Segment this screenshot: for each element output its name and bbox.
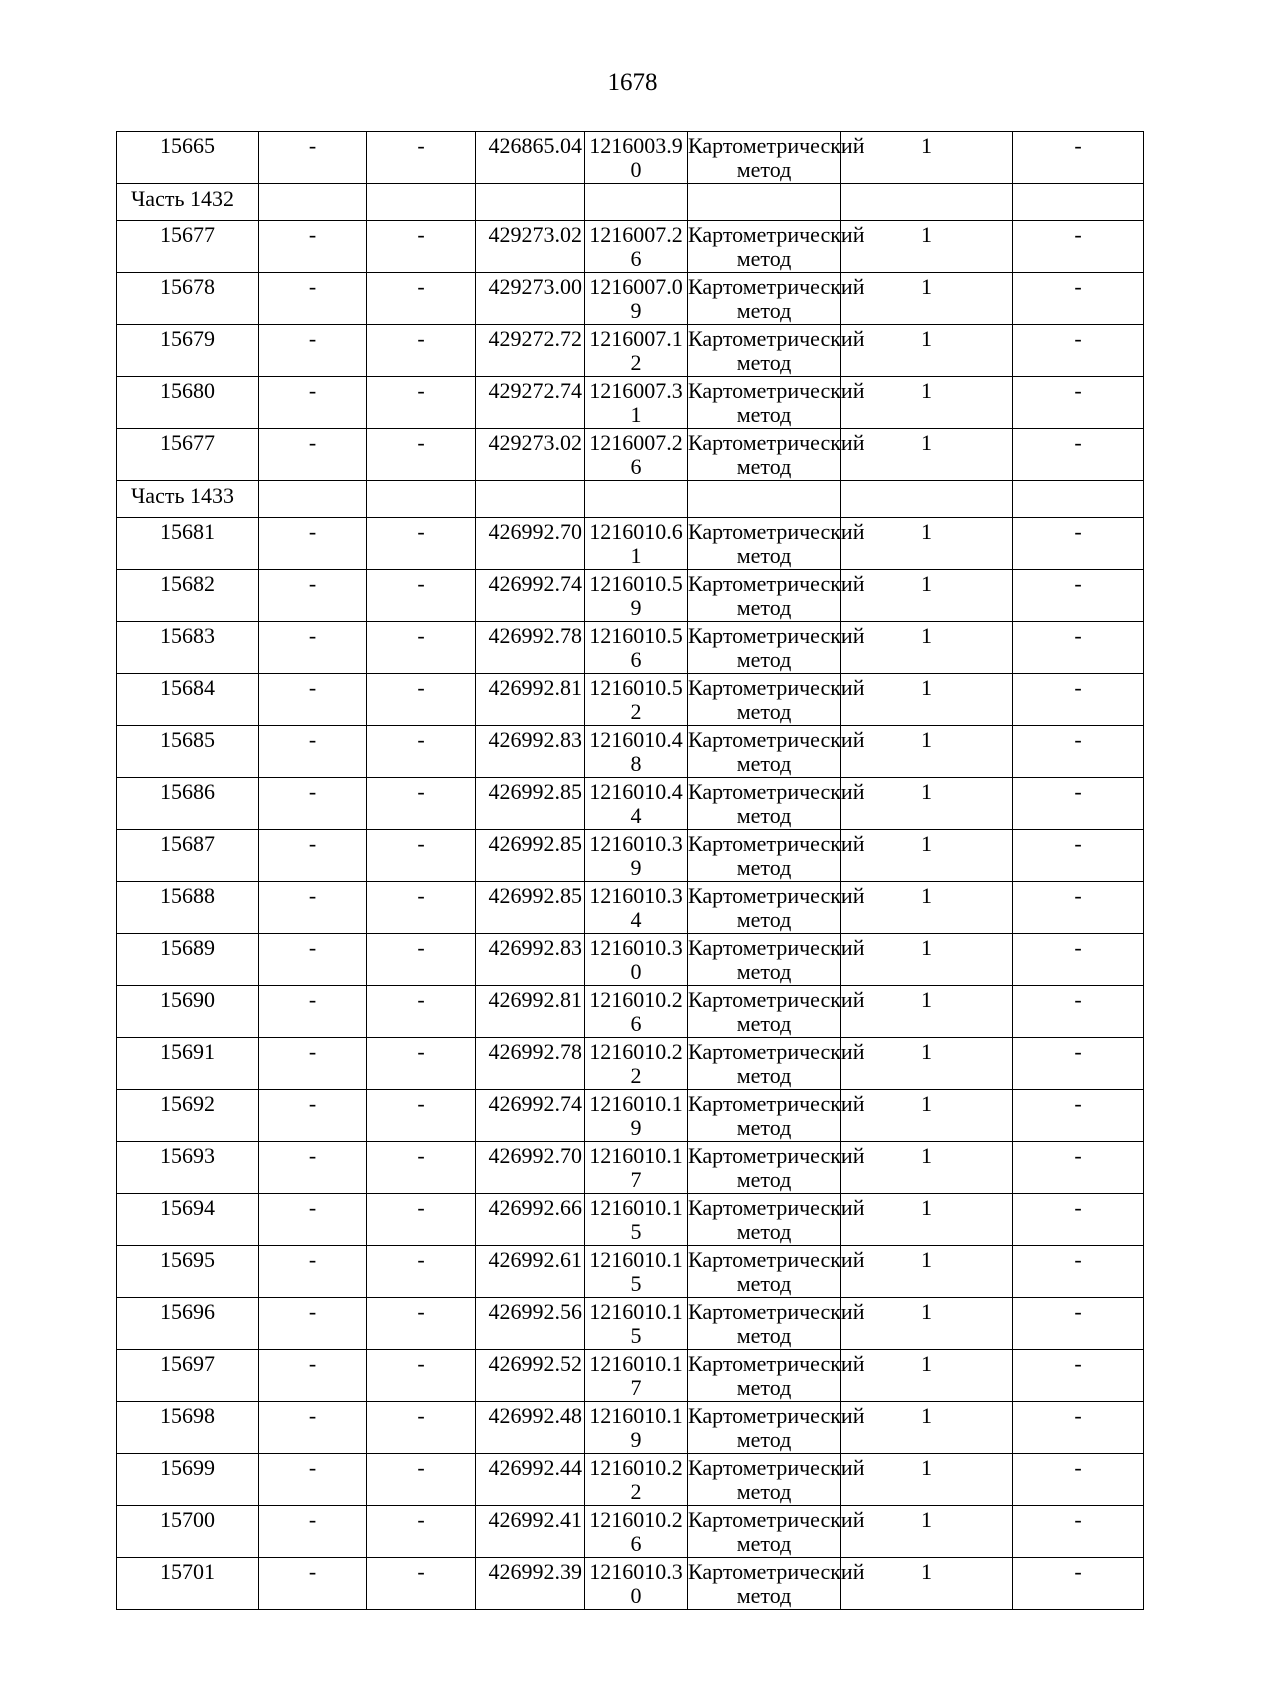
dash-cell: - <box>1013 1246 1144 1298</box>
accuracy-cell: 1 <box>841 429 1013 481</box>
y-coordinate-cell: 1216010.61 <box>585 518 688 570</box>
table-row <box>117 1194 1144 1246</box>
dash-cell: - <box>259 429 367 481</box>
dash-cell: - <box>1013 570 1144 622</box>
table-row <box>117 674 1144 726</box>
x-coordinate-cell: 426992.56 <box>476 1298 585 1350</box>
point-id-cell: 15682 <box>117 570 259 622</box>
empty-cell <box>841 481 1013 518</box>
dash-cell: - <box>259 830 367 882</box>
accuracy-cell: 1 <box>841 377 1013 429</box>
method-cell: Картометрический метод <box>688 430 865 479</box>
table-row <box>117 622 1144 674</box>
table-row <box>117 1090 1144 1142</box>
dash-cell: - <box>367 830 476 882</box>
dash-cell: - <box>1013 622 1144 674</box>
dash-cell: - <box>367 221 476 273</box>
dash-cell: - <box>259 518 367 570</box>
accuracy-cell: 1 <box>841 1298 1013 1350</box>
x-coordinate-cell: 426992.83 <box>476 934 585 986</box>
x-coordinate-cell: 426992.48 <box>476 1402 585 1454</box>
empty-cell <box>367 184 476 221</box>
x-coordinate-cell: 426992.41 <box>476 1506 585 1558</box>
x-coordinate-cell: 426992.61 <box>476 1246 585 1298</box>
table-row <box>117 132 1144 184</box>
method-cell: Картометрический метод <box>688 326 865 375</box>
dash-cell: - <box>259 1038 367 1090</box>
dash-cell: - <box>1013 882 1144 934</box>
empty-cell <box>367 481 476 518</box>
method-cell: Картометрический метод <box>688 935 865 984</box>
method-cell: Картометрический метод <box>688 831 865 880</box>
accuracy-cell: 1 <box>841 1402 1013 1454</box>
x-coordinate-cell: 426992.85 <box>476 778 585 830</box>
method-cell: Картометрический метод <box>688 987 865 1036</box>
dash-cell: - <box>1013 377 1144 429</box>
dash-cell: - <box>367 325 476 377</box>
table-row <box>117 325 1144 377</box>
accuracy-cell: 1 <box>841 1506 1013 1558</box>
empty-cell <box>688 481 841 518</box>
method-cell: Картометрический метод <box>688 1195 865 1244</box>
accuracy-cell: 1 <box>841 674 1013 726</box>
x-coordinate-cell: 426992.78 <box>476 622 585 674</box>
dash-cell: - <box>259 221 367 273</box>
dash-cell: - <box>367 1558 476 1610</box>
point-id-cell: 15683 <box>117 622 259 674</box>
x-coordinate-cell: 426992.81 <box>476 674 585 726</box>
dash-cell: - <box>259 132 367 184</box>
table-row <box>117 1350 1144 1402</box>
y-coordinate-cell: 1216010.48 <box>585 726 688 778</box>
table-row <box>117 1558 1144 1610</box>
dash-cell: - <box>367 882 476 934</box>
dash-cell: - <box>259 1194 367 1246</box>
accuracy-cell: 1 <box>841 1142 1013 1194</box>
method-cell: Картометрический метод <box>688 1507 865 1556</box>
dash-cell: - <box>1013 1090 1144 1142</box>
dash-cell: - <box>259 1506 367 1558</box>
dash-cell: - <box>1013 726 1144 778</box>
method-cell: Картометрический метод <box>688 1455 865 1504</box>
part-header-row <box>117 481 1144 518</box>
table-row <box>117 518 1144 570</box>
table-row <box>117 1506 1144 1558</box>
point-id-cell: 15700 <box>117 1506 259 1558</box>
x-coordinate-cell: 429273.02 <box>476 429 585 481</box>
accuracy-cell: 1 <box>841 1454 1013 1506</box>
dash-cell: - <box>1013 986 1144 1038</box>
point-id-cell: 15687 <box>117 830 259 882</box>
method-cell: Картометрический метод <box>688 1247 865 1296</box>
method-cell: Картометрический метод <box>688 222 865 271</box>
dash-cell: - <box>367 622 476 674</box>
dash-cell: - <box>1013 778 1144 830</box>
dash-cell: - <box>367 518 476 570</box>
table-row <box>117 1142 1144 1194</box>
dash-cell: - <box>1013 934 1144 986</box>
dash-cell: - <box>259 934 367 986</box>
dash-cell: - <box>367 1506 476 1558</box>
page-number: 1678 <box>607 69 658 96</box>
point-id-cell: 15696 <box>117 1298 259 1350</box>
y-coordinate-cell: 1216010.19 <box>585 1090 688 1142</box>
dash-cell: - <box>367 1402 476 1454</box>
y-coordinate-cell: 1216010.17 <box>585 1350 688 1402</box>
accuracy-cell: 1 <box>841 273 1013 325</box>
y-coordinate-cell: 1216010.26 <box>585 1506 688 1558</box>
table-row <box>117 1246 1144 1298</box>
empty-cell <box>585 481 688 518</box>
y-coordinate-cell: 1216010.39 <box>585 830 688 882</box>
empty-cell <box>688 184 841 221</box>
x-coordinate-cell: 426992.85 <box>476 830 585 882</box>
dash-cell: - <box>259 273 367 325</box>
method-cell: Картометрический метод <box>688 883 865 932</box>
point-id-cell: 15688 <box>117 882 259 934</box>
point-id-cell: 15677 <box>117 429 259 481</box>
table-row <box>117 429 1144 481</box>
y-coordinate-cell: 1216010.15 <box>585 1246 688 1298</box>
accuracy-cell: 1 <box>841 1194 1013 1246</box>
x-coordinate-cell: 426865.04 <box>476 132 585 184</box>
dash-cell: - <box>1013 1142 1144 1194</box>
method-cell: Картометрический метод <box>688 133 865 182</box>
method-cell: Картометрический метод <box>688 1039 865 1088</box>
table-row <box>117 1038 1144 1090</box>
dash-cell: - <box>367 1142 476 1194</box>
point-id-cell: 15695 <box>117 1246 259 1298</box>
coordinates-table <box>116 131 1144 1610</box>
y-coordinate-cell: 1216010.30 <box>585 1558 688 1610</box>
x-coordinate-cell: 426992.39 <box>476 1558 585 1610</box>
y-coordinate-cell: 1216010.56 <box>585 622 688 674</box>
point-id-cell: 15665 <box>117 132 259 184</box>
dash-cell: - <box>259 1246 367 1298</box>
point-id-cell: 15681 <box>117 518 259 570</box>
dash-cell: - <box>259 986 367 1038</box>
x-coordinate-cell: 426992.85 <box>476 882 585 934</box>
point-id-cell: 15701 <box>117 1558 259 1610</box>
dash-cell: - <box>367 1298 476 1350</box>
accuracy-cell: 1 <box>841 221 1013 273</box>
table-row <box>117 882 1144 934</box>
dash-cell: - <box>259 325 367 377</box>
accuracy-cell: 1 <box>841 726 1013 778</box>
dash-cell: - <box>367 1454 476 1506</box>
empty-cell <box>1013 184 1144 221</box>
x-coordinate-cell: 429273.00 <box>476 273 585 325</box>
dash-cell: - <box>367 273 476 325</box>
y-coordinate-cell: 1216007.26 <box>585 221 688 273</box>
accuracy-cell: 1 <box>841 132 1013 184</box>
x-coordinate-cell: 426992.81 <box>476 986 585 1038</box>
table-row <box>117 570 1144 622</box>
empty-cell <box>1013 481 1144 518</box>
dash-cell: - <box>367 132 476 184</box>
table-row <box>117 1298 1144 1350</box>
y-coordinate-cell: 1216010.34 <box>585 882 688 934</box>
y-coordinate-cell: 1216007.09 <box>585 273 688 325</box>
dash-cell: - <box>259 1454 367 1506</box>
x-coordinate-cell: 426992.70 <box>476 1142 585 1194</box>
x-coordinate-cell: 426992.74 <box>476 1090 585 1142</box>
y-coordinate-cell: 1216007.26 <box>585 429 688 481</box>
method-cell: Картометрический метод <box>688 1403 865 1452</box>
method-cell: Картометрический метод <box>688 1143 865 1192</box>
dash-cell: - <box>367 1194 476 1246</box>
dash-cell: - <box>367 1038 476 1090</box>
empty-cell <box>476 481 585 518</box>
table-row <box>117 221 1144 273</box>
y-coordinate-cell: 1216010.17 <box>585 1142 688 1194</box>
point-id-cell: 15697 <box>117 1350 259 1402</box>
y-coordinate-cell: 1216010.44 <box>585 778 688 830</box>
table-row <box>117 934 1144 986</box>
y-coordinate-cell: 1216010.22 <box>585 1038 688 1090</box>
dash-cell: - <box>1013 221 1144 273</box>
empty-cell <box>841 184 1013 221</box>
point-id-cell: 15694 <box>117 1194 259 1246</box>
accuracy-cell: 1 <box>841 830 1013 882</box>
accuracy-cell: 1 <box>841 882 1013 934</box>
y-coordinate-cell: 1216010.22 <box>585 1454 688 1506</box>
y-coordinate-cell: 1216007.31 <box>585 377 688 429</box>
y-coordinate-cell: 1216007.12 <box>585 325 688 377</box>
part-label: Часть 1432 <box>117 184 259 221</box>
x-coordinate-cell: 426992.83 <box>476 726 585 778</box>
dash-cell: - <box>367 1246 476 1298</box>
point-id-cell: 15699 <box>117 1454 259 1506</box>
dash-cell: - <box>367 674 476 726</box>
accuracy-cell: 1 <box>841 986 1013 1038</box>
dash-cell: - <box>1013 674 1144 726</box>
accuracy-cell: 1 <box>841 934 1013 986</box>
method-cell: Картометрический метод <box>688 519 865 568</box>
x-coordinate-cell: 429272.74 <box>476 377 585 429</box>
dash-cell: - <box>1013 325 1144 377</box>
table-row <box>117 377 1144 429</box>
method-cell: Картометрический метод <box>688 1351 865 1400</box>
accuracy-cell: 1 <box>841 325 1013 377</box>
y-coordinate-cell: 1216010.26 <box>585 986 688 1038</box>
x-coordinate-cell: 426992.66 <box>476 1194 585 1246</box>
accuracy-cell: 1 <box>841 1350 1013 1402</box>
point-id-cell: 15685 <box>117 726 259 778</box>
accuracy-cell: 1 <box>841 1246 1013 1298</box>
dash-cell: - <box>1013 1298 1144 1350</box>
accuracy-cell: 1 <box>841 622 1013 674</box>
y-coordinate-cell: 1216010.59 <box>585 570 688 622</box>
dash-cell: - <box>259 1558 367 1610</box>
dash-cell: - <box>367 1350 476 1402</box>
dash-cell: - <box>259 1142 367 1194</box>
dash-cell: - <box>367 934 476 986</box>
empty-cell <box>259 481 367 518</box>
method-cell: Картометрический метод <box>688 1091 865 1140</box>
accuracy-cell: 1 <box>841 1038 1013 1090</box>
table-row <box>117 1454 1144 1506</box>
x-coordinate-cell: 426992.44 <box>476 1454 585 1506</box>
point-id-cell: 15693 <box>117 1142 259 1194</box>
dash-cell: - <box>259 1402 367 1454</box>
method-cell: Картометрический метод <box>688 727 865 776</box>
dash-cell: - <box>259 674 367 726</box>
accuracy-cell: 1 <box>841 1090 1013 1142</box>
dash-cell: - <box>367 778 476 830</box>
dash-cell: - <box>1013 1454 1144 1506</box>
accuracy-cell: 1 <box>841 778 1013 830</box>
y-coordinate-cell: 1216010.30 <box>585 934 688 986</box>
point-id-cell: 15692 <box>117 1090 259 1142</box>
empty-cell <box>585 184 688 221</box>
dash-cell: - <box>1013 518 1144 570</box>
method-cell: Картометрический метод <box>688 1299 865 1348</box>
x-coordinate-cell: 426992.70 <box>476 518 585 570</box>
dash-cell: - <box>367 377 476 429</box>
accuracy-cell: 1 <box>841 570 1013 622</box>
y-coordinate-cell: 1216010.52 <box>585 674 688 726</box>
dash-cell: - <box>367 726 476 778</box>
empty-cell <box>259 184 367 221</box>
accuracy-cell: 1 <box>841 518 1013 570</box>
method-cell: Картометрический метод <box>688 571 865 620</box>
dash-cell: - <box>1013 1194 1144 1246</box>
point-id-cell: 15680 <box>117 377 259 429</box>
dash-cell: - <box>1013 830 1144 882</box>
method-cell: Картометрический метод <box>688 274 865 323</box>
dash-cell: - <box>1013 1402 1144 1454</box>
dash-cell: - <box>1013 1350 1144 1402</box>
point-id-cell: 15689 <box>117 934 259 986</box>
dash-cell: - <box>1013 1558 1144 1610</box>
table-row <box>117 986 1144 1038</box>
x-coordinate-cell: 426992.52 <box>476 1350 585 1402</box>
dash-cell: - <box>259 778 367 830</box>
table-row <box>117 726 1144 778</box>
x-coordinate-cell: 429273.02 <box>476 221 585 273</box>
dash-cell: - <box>1013 273 1144 325</box>
dash-cell: - <box>1013 429 1144 481</box>
method-cell: Картометрический метод <box>688 1559 865 1608</box>
accuracy-cell: 1 <box>841 1558 1013 1610</box>
dash-cell: - <box>259 570 367 622</box>
y-coordinate-cell: 1216010.19 <box>585 1402 688 1454</box>
dash-cell: - <box>1013 1506 1144 1558</box>
point-id-cell: 15679 <box>117 325 259 377</box>
dash-cell: - <box>259 1090 367 1142</box>
point-id-cell: 15684 <box>117 674 259 726</box>
y-coordinate-cell: 1216010.15 <box>585 1194 688 1246</box>
point-id-cell: 15678 <box>117 273 259 325</box>
dash-cell: - <box>259 726 367 778</box>
dash-cell: - <box>259 1298 367 1350</box>
y-coordinate-cell: 1216010.15 <box>585 1298 688 1350</box>
dash-cell: - <box>259 1350 367 1402</box>
dash-cell: - <box>367 570 476 622</box>
method-cell: Картометрический метод <box>688 675 865 724</box>
dash-cell: - <box>367 986 476 1038</box>
dash-cell: - <box>259 622 367 674</box>
y-coordinate-cell: 1216003.90 <box>585 132 688 184</box>
point-id-cell: 15686 <box>117 778 259 830</box>
dash-cell: - <box>259 377 367 429</box>
x-coordinate-cell: 426992.74 <box>476 570 585 622</box>
dash-cell: - <box>367 1090 476 1142</box>
dash-cell: - <box>1013 1038 1144 1090</box>
table-row <box>117 830 1144 882</box>
x-coordinate-cell: 429272.72 <box>476 325 585 377</box>
point-id-cell: 15690 <box>117 986 259 1038</box>
dash-cell: - <box>259 882 367 934</box>
table-row <box>117 1402 1144 1454</box>
dash-cell: - <box>367 429 476 481</box>
table-row <box>117 273 1144 325</box>
empty-cell <box>476 184 585 221</box>
part-label: Часть 1433 <box>117 481 259 518</box>
dash-cell: - <box>1013 132 1144 184</box>
method-cell: Картометрический метод <box>688 779 865 828</box>
point-id-cell: 15698 <box>117 1402 259 1454</box>
x-coordinate-cell: 426992.78 <box>476 1038 585 1090</box>
point-id-cell: 15691 <box>117 1038 259 1090</box>
method-cell: Картометрический метод <box>688 623 865 672</box>
point-id-cell: 15677 <box>117 221 259 273</box>
part-header-row <box>117 184 1144 221</box>
table-row <box>117 778 1144 830</box>
method-cell: Картометрический метод <box>688 378 865 427</box>
